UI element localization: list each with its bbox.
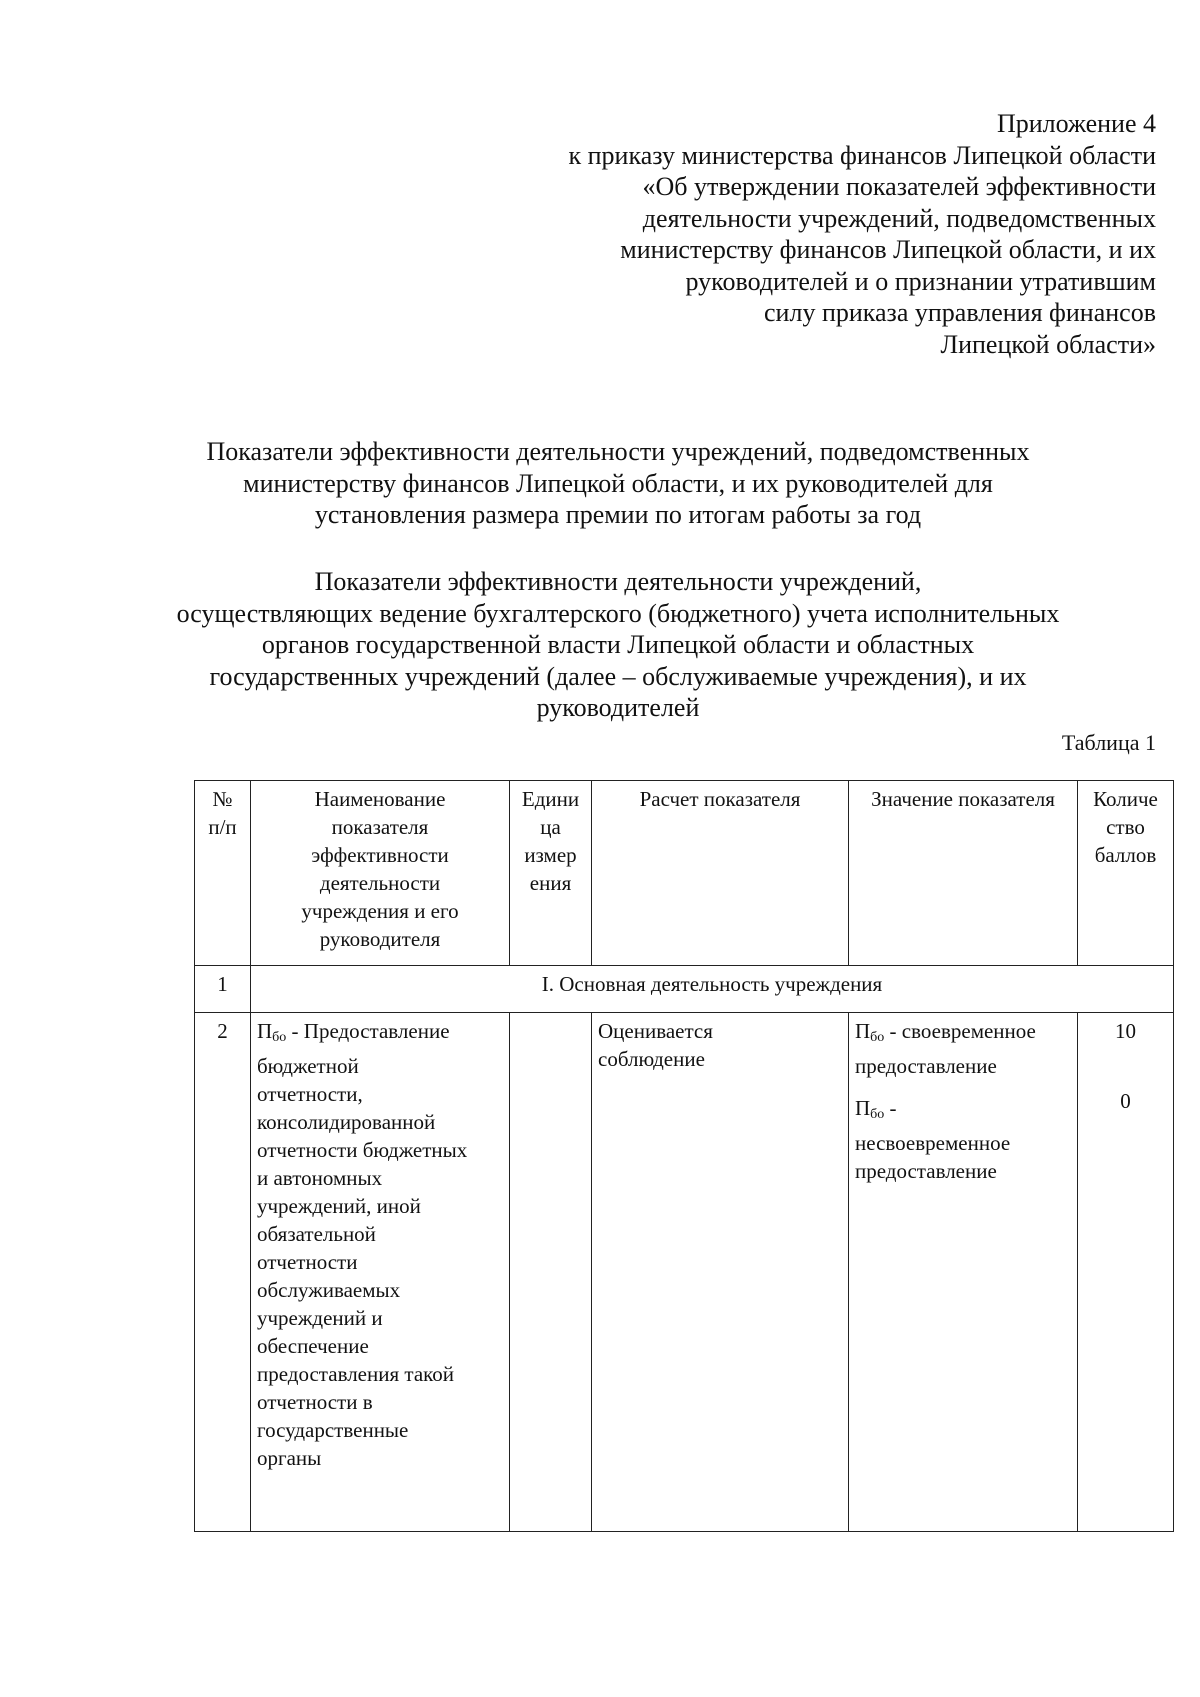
header-name (251, 781, 510, 966)
header-num-line: п/п (208, 815, 237, 839)
row-name-line: учреждений, иной (257, 1194, 421, 1218)
header-calc: Расчет показателя (592, 781, 849, 966)
row-name-line: государственные (257, 1418, 409, 1442)
pbo-symbol: П (855, 1019, 871, 1043)
value-line: предоставление (855, 1054, 997, 1078)
header-points (1078, 781, 1174, 966)
section-title: I. Основная деятельность учреждения (251, 966, 1174, 1013)
points-value: 10 (1115, 1019, 1136, 1043)
header-unit-line: ения (529, 871, 572, 895)
main-title-line: Показатели эффективности деятельности учреждений, подведомственных (206, 437, 1030, 466)
main-title-line: установления размера премии по итогам работы за год (314, 500, 922, 529)
appendix-line: руководителей и о признании утратившим (685, 266, 1156, 296)
header-name-line: Наименование (314, 787, 446, 811)
header-value: Значение показателя (849, 781, 1078, 966)
points-value: 0 (1120, 1089, 1131, 1113)
header-num (195, 781, 251, 966)
header-name-line: деятельности (319, 871, 441, 895)
row-name-text: - Предоставление (286, 1019, 450, 1043)
header-name-line: показателя (331, 815, 429, 839)
points-spacer (1084, 1045, 1167, 1087)
row-value (849, 1013, 1078, 1532)
row-unit (510, 1013, 592, 1532)
row-name-line: предоставления такой (257, 1362, 455, 1386)
row-name-line: учреждений и (257, 1306, 383, 1330)
value-line: предоставление (855, 1159, 997, 1183)
row-name (251, 1013, 510, 1532)
main-title (150, 436, 1086, 531)
header-name-line: учреждения и его (301, 899, 459, 923)
row-name-line: и автономных (257, 1166, 383, 1190)
row-calc-line: соблюдение (598, 1047, 705, 1071)
pbo-subscript: бо (272, 1030, 287, 1045)
value-line: несвоевременное (855, 1131, 1011, 1155)
section-num: 1 (195, 966, 251, 1013)
header-points-line: ство (1106, 815, 1145, 839)
header-name-line: руководителя (319, 927, 441, 951)
header-unit-line: измер (524, 843, 577, 867)
row-name-line: органы (257, 1446, 322, 1470)
subtitle-line: осуществляющих ведение бухгалтерского (бюджетного) учета исполнительных (176, 598, 1060, 628)
appendix-line: министерству финансов Липецкой области, и их (620, 235, 1156, 264)
row-calc (592, 1013, 849, 1532)
row-name-line: консолидированной (257, 1110, 436, 1134)
pbo-symbol: П (257, 1019, 273, 1043)
row-name-line: отчетности в (257, 1390, 373, 1414)
row-name-line: обязательной (257, 1222, 376, 1246)
appendix-line: «Об утверждении показателей эффективности (642, 172, 1156, 201)
row-name-line: отчетности, (257, 1082, 363, 1106)
row-name-line: бюджетной (257, 1054, 359, 1078)
subtitle-line: руководителей (536, 693, 700, 722)
main-title-line: министерству финансов Липецкой области, и их руководителей для (243, 468, 993, 498)
subtitle-line: Показатели эффективности деятельности учреждений, (314, 567, 922, 596)
header-unit-line: ца (540, 815, 561, 839)
indicators-table (194, 780, 1174, 1532)
row-name-line: обеспечение (257, 1334, 369, 1358)
row-name-line: отчетности (257, 1250, 358, 1274)
header-unit-line: Едини (521, 787, 580, 811)
subtitle (150, 566, 1086, 724)
appendix-header (396, 108, 1156, 360)
pbo-subscript: бо (870, 1030, 885, 1045)
appendix-line: силу приказа управления финансов (764, 298, 1156, 327)
value-line (855, 1017, 1071, 1052)
value-line (855, 1094, 1071, 1129)
header-name-line: эффективности (311, 843, 449, 867)
row-num: 2 (195, 1013, 251, 1532)
header-num-line: № (212, 787, 233, 811)
value-text: - (884, 1096, 897, 1120)
appendix-line: к приказу министерства финансов Липецкой области (568, 140, 1156, 170)
header-unit (510, 781, 592, 966)
subtitle-line: органов государственной власти Липецкой области и областных (261, 630, 975, 659)
header-points-line: баллов (1094, 843, 1157, 867)
pbo-symbol: П (855, 1096, 871, 1120)
value-text: - своевременное (884, 1019, 1036, 1043)
appendix-line: Липецкой области» (940, 329, 1156, 359)
row-calc-line: Оценивается (598, 1019, 713, 1043)
table-row (195, 1013, 1174, 1532)
row-name-line: обслуживаемых (257, 1278, 401, 1302)
row-name-line (257, 1017, 503, 1052)
appendix-line: деятельности учреждений, подведомственных (642, 203, 1156, 233)
header-points-line: Количе (1093, 787, 1158, 811)
table-label: Таблица 1 (1061, 730, 1156, 755)
value-spacer (855, 1080, 1071, 1094)
row-points (1078, 1013, 1174, 1532)
subtitle-line: государственных учреждений (далее – обслуживаемые учреждения), и их (209, 661, 1027, 691)
row-name-line: отчетности бюджетных (257, 1138, 468, 1162)
section-row (195, 966, 1174, 1013)
appendix-line: Приложение 4 (996, 109, 1156, 138)
pbo-subscript: бо (870, 1107, 885, 1122)
table-header-row (195, 781, 1174, 966)
